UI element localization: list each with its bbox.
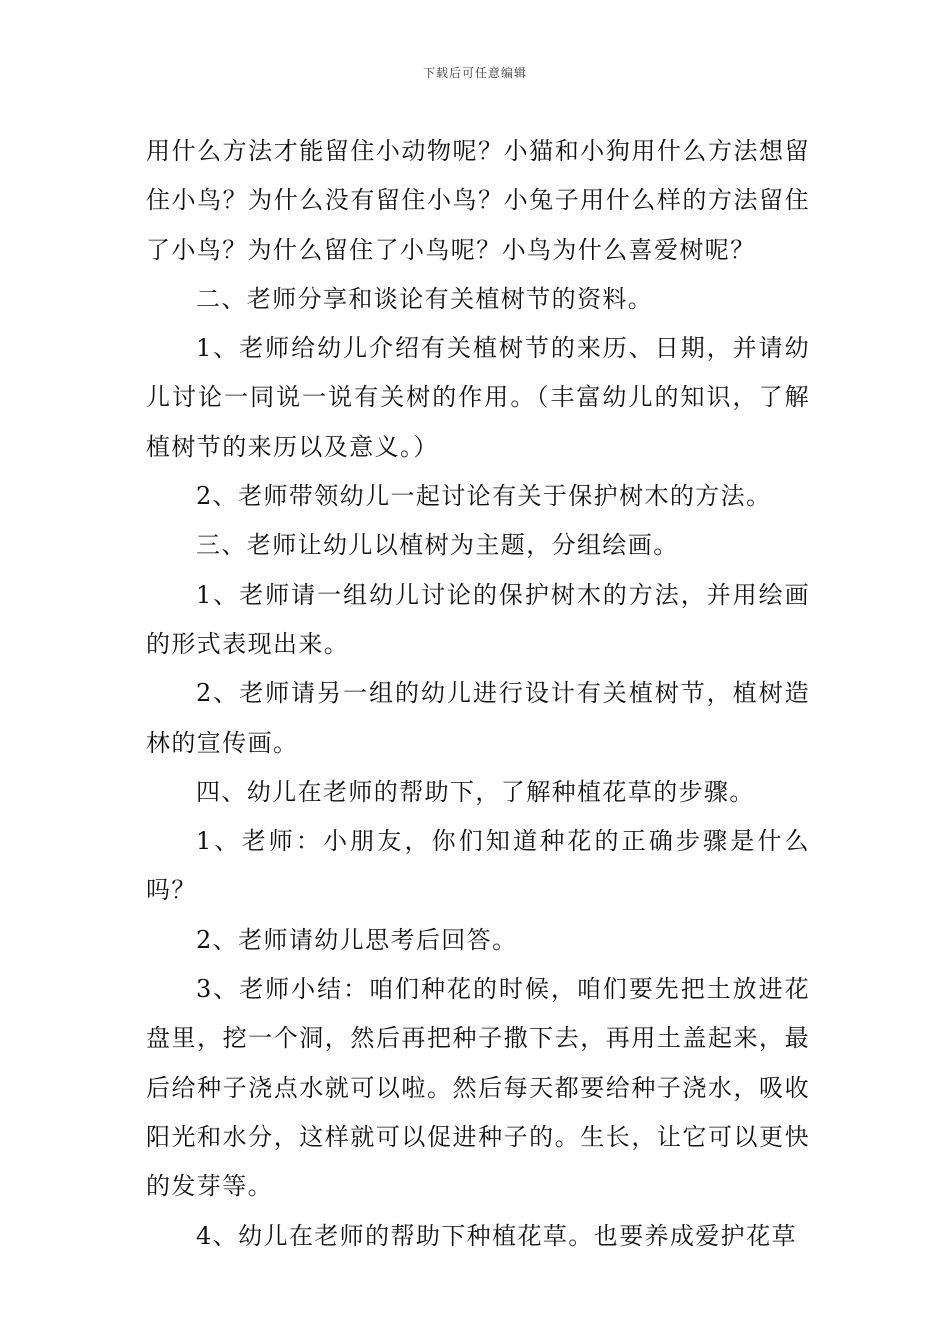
section-heading-3: 三、老师让幼儿以植树为主题，分组绘画。 xyxy=(196,531,679,560)
paragraph-2-1: 1、老师给幼儿介绍有关植树节的来历、日期，并请幼儿讨论一同说一说有关树的作用。（丰富幼儿的知识，了解植树节的来历以及意义。） xyxy=(146,334,810,461)
section-heading-2: 二、老师分享和谈论有关植树节的资料。 xyxy=(196,284,654,313)
page-header-note: 下载后可任意编辑 xyxy=(422,66,527,80)
document-body xyxy=(146,127,810,1261)
paragraph-intro-questions: 用什么方法才能留住小动物呢？小猫和小狗用什么方法想留住小鸟？为什么没有留住小鸟？小兔子用什么样的方法留住了小鸟？为什么留住了小鸟呢？小鸟为什么喜爱树呢？ xyxy=(146,137,810,264)
section-heading-4: 四、幼儿在老师的帮助下，了解种植花草的步骤。 xyxy=(196,777,755,806)
paragraph-4-1: 1、老师：小朋友，你们知道种花的正确步骤是什么吗？ xyxy=(146,827,810,905)
paragraph-4-2: 2、老师请幼儿思考后回答。 xyxy=(196,925,518,954)
paragraph-4-4: 4、幼儿在老师的帮助下种植花草。也要养成爱护花草 xyxy=(196,1221,797,1250)
paragraph-4-3: 3、老师小结：咱们种花的时候，咱们要先把土放进花盘里，挖一个洞，然后再把种子撒下去，再用土盖起来，最后给种子浇点水就可以啦。然后每天都要给种子浇水，吸收阳光和水分，这样就可以促进种子的。生长，让它可以更快的发芽等。 xyxy=(146,975,810,1201)
paragraph-2-2: 2、老师带领幼儿一起讨论有关于保护树木的方法。 xyxy=(196,482,772,511)
paragraph-3-2: 2、老师请另一组的幼儿进行设计有关植树节，植树造林的宣传画。 xyxy=(146,679,810,757)
paragraph-3-1: 1、老师请一组幼儿讨论的保护树木的方法，并用绘画的形式表现出来。 xyxy=(146,580,810,658)
